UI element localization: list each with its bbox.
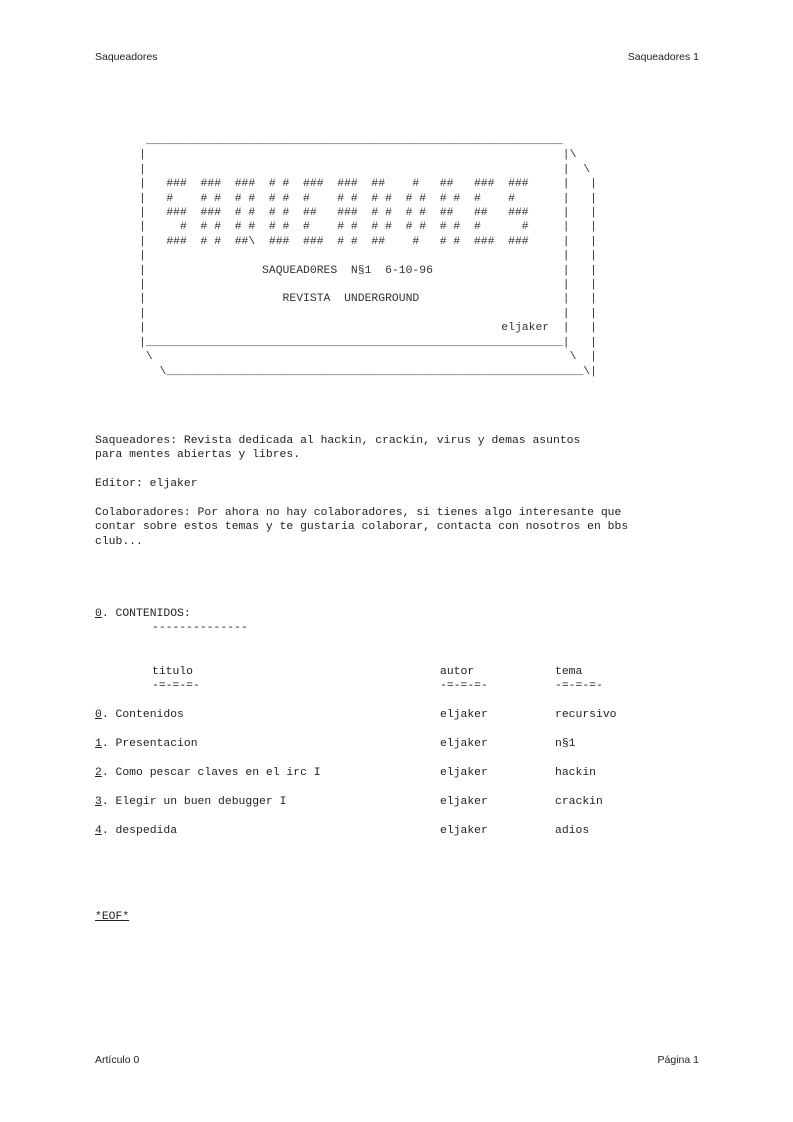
row-title-text: . Como pescar claves en el irc I <box>101 767 321 779</box>
row-title-text: . despedida <box>101 825 178 837</box>
intro-editor: Editor: eljaker <box>95 478 198 490</box>
row-title <box>95 795 286 809</box>
ascii-banner: _____________________________________________________________ | |\ | | \ | ### ### ### # # ### ### ## # ## ### ### | | | # # # # # # # # # # # # # # # # # # | | | ### ### # # # # ## ### # # # # ## ## ### | | | # # # # # # # # # # # # # # # # # # | | | ### # # ##\ ### ### # # ## # # # ### ### | | | | | | SAQUEAD0RES N§1 6-10-96 | | | | | | REVISTA UNDERGROUND | | | | | | eljaker | | |_____________________________________________________________| | \ \ | \_____________________________________________________________\| <box>139 135 597 378</box>
row-tema: recursivo <box>555 709 617 721</box>
intro-collaborators: Colaboradores: Por ahora no hay colaboradores, si tienes algo interesante que contar sobre estos temas y te gustaria colaborar, contacta con nosotros en bbs club... <box>95 507 629 548</box>
row-autor: eljaker <box>440 709 488 721</box>
eof-link[interactable]: *EOF* <box>95 911 130 923</box>
row-autor: eljaker <box>440 767 488 779</box>
row-number-link[interactable]: 3 <box>95 796 102 808</box>
column-header-titulo: titulo <box>152 666 194 678</box>
row-title <box>95 824 177 838</box>
row-number-link[interactable]: 0 <box>95 709 102 721</box>
row-tema: n§1 <box>555 738 576 750</box>
row-tema: adios <box>555 825 590 837</box>
row-autor: eljaker <box>440 738 488 750</box>
contents-heading-link[interactable]: 0 <box>95 608 102 620</box>
row-number-link[interactable]: 2 <box>95 767 102 779</box>
page-header-title: Saqueadores <box>95 51 158 63</box>
column-rule-tema: -=-=-=- <box>555 680 603 692</box>
row-title <box>95 737 198 751</box>
row-autor: eljaker <box>440 825 488 837</box>
page-footer-article: Artículo 0 <box>95 1054 140 1066</box>
row-title <box>95 708 184 722</box>
contents-heading <box>95 607 191 621</box>
row-title-text: . Contenidos <box>101 709 184 721</box>
row-tema: hackin <box>555 767 597 779</box>
row-tema: crackin <box>555 796 603 808</box>
row-number-link[interactable]: 1 <box>95 738 102 750</box>
row-number-link[interactable]: 4 <box>95 825 102 837</box>
page-header-issue: Saqueadores 1 <box>627 51 699 63</box>
row-title-text: . Presentacion <box>101 738 198 750</box>
row-title <box>95 766 321 780</box>
column-rule-autor: -=-=-=- <box>440 680 488 692</box>
row-title-text: . Elegir un buen debugger I <box>101 796 287 808</box>
contents-heading-text: . CONTENIDOS: <box>101 608 191 620</box>
page-footer-page-number: Página 1 <box>657 1054 699 1066</box>
row-autor: eljaker <box>440 796 488 808</box>
contents-heading-rule: -------------- <box>152 622 248 634</box>
intro-description: Saqueadores: Revista dedicada al hackin, crackin, virus y demas asuntos para mentes abiertas y libres. <box>95 435 581 462</box>
column-header-autor: autor <box>440 666 475 678</box>
column-header-tema: tema <box>555 666 583 678</box>
column-rule-titulo: -=-=-=- <box>152 680 200 692</box>
